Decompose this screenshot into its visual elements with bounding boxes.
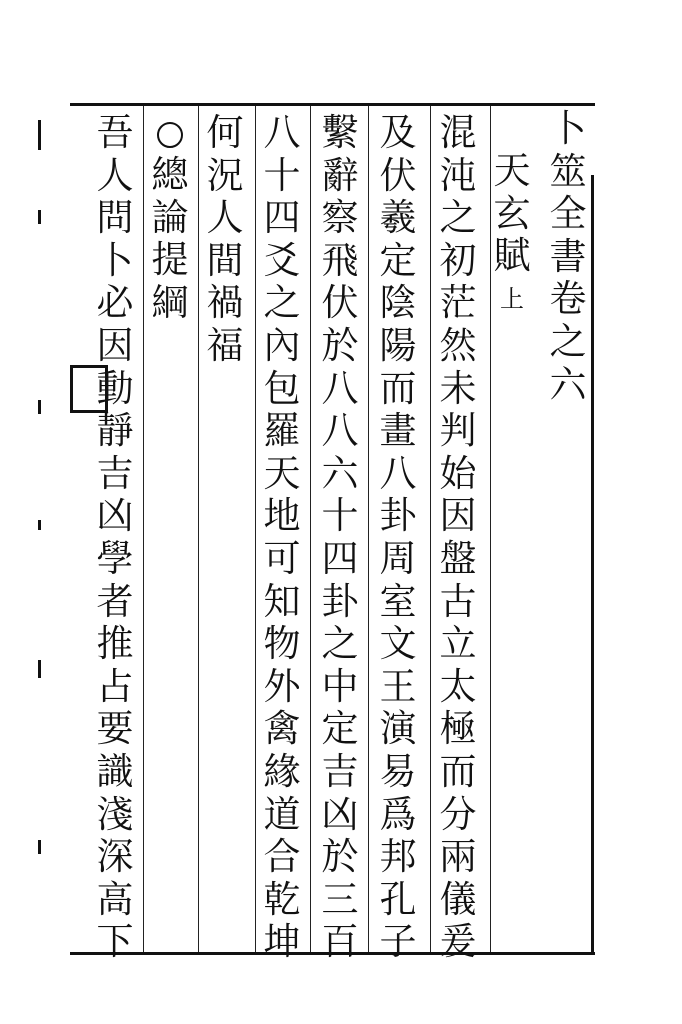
- text-character: 之: [439, 196, 477, 240]
- text-character: 道: [263, 792, 301, 836]
- text-character: 總: [151, 153, 189, 196]
- text-character: 六: [549, 362, 587, 406]
- text-character: 判: [439, 409, 477, 453]
- text-character: 之: [321, 622, 359, 666]
- circle-marker-icon: [157, 122, 183, 148]
- text-column-5: [205, 112, 245, 368]
- section-title-column: [492, 150, 532, 320]
- text-character: 者: [96, 579, 134, 623]
- text-column-2: [378, 112, 418, 964]
- text-character: 古: [439, 579, 477, 623]
- heading-column: [150, 112, 190, 324]
- text-character: 室: [379, 579, 417, 623]
- text-character: 中: [321, 664, 359, 708]
- text-character: 繫: [321, 111, 359, 154]
- text-character: 未: [439, 366, 477, 410]
- text-character: 沌: [439, 153, 477, 197]
- column-rule: [143, 106, 144, 952]
- text-character: 況: [206, 153, 244, 197]
- volume-title-column: [548, 108, 588, 406]
- text-character: 吾: [96, 111, 134, 154]
- text-character: 陽: [379, 323, 417, 367]
- text-character: 邦: [379, 835, 417, 879]
- text-character: 賦: [493, 234, 531, 278]
- text-character: 卦: [321, 579, 359, 623]
- text-character: 六: [321, 451, 359, 495]
- text-character: 淺: [96, 792, 134, 836]
- text-character: 內: [263, 323, 301, 367]
- facing-page-edge: [0, 100, 62, 960]
- text-character: 儀: [439, 877, 477, 921]
- text-character: 外: [263, 664, 301, 708]
- text-character: 禍: [206, 281, 244, 325]
- text-character: 初: [439, 238, 477, 282]
- text-character: 天: [263, 451, 301, 495]
- text-character: 定: [321, 707, 359, 751]
- text-character: 綱: [151, 280, 189, 324]
- text-character: 推: [96, 622, 134, 666]
- text-character: 察: [321, 196, 359, 240]
- text-character: 之: [549, 319, 587, 363]
- text-character: 上: [500, 284, 524, 313]
- text-character: 爲: [379, 792, 417, 836]
- text-character: 周: [379, 536, 417, 580]
- text-character: 要: [96, 707, 134, 751]
- text-character: 陰: [379, 281, 417, 325]
- text-character: 乾: [263, 877, 301, 921]
- text-character: 定: [379, 238, 417, 282]
- text-column-6: [95, 112, 135, 964]
- text-character: 占: [96, 664, 134, 708]
- text-character: 伏: [321, 281, 359, 325]
- text-character: 深: [96, 835, 134, 879]
- text-character: 吉: [96, 451, 134, 495]
- text-column-3: [320, 112, 360, 964]
- text-character: 論: [151, 195, 189, 239]
- text-character: 王: [379, 664, 417, 708]
- text-character: 禽: [263, 707, 301, 751]
- column-rule: [430, 106, 431, 952]
- text-character: 卦: [379, 494, 417, 538]
- text-character: 提: [151, 238, 189, 282]
- column-rule: [198, 106, 199, 952]
- text-character: 百: [321, 920, 359, 964]
- text-character: 分: [439, 792, 477, 836]
- text-character: 包: [263, 366, 301, 410]
- text-character: 何: [206, 111, 244, 154]
- text-character: 人: [96, 153, 134, 197]
- text-character: 卜: [96, 238, 134, 282]
- text-character: 茫: [439, 281, 477, 325]
- text-character: 間: [206, 238, 244, 282]
- text-character: 全: [549, 192, 587, 236]
- text-character: 三: [321, 877, 359, 921]
- text-character: 學: [96, 536, 134, 580]
- text-character: 筮: [549, 149, 587, 193]
- text-character: 易: [379, 749, 417, 793]
- text-character: 孔: [379, 877, 417, 921]
- text-character: 演: [379, 707, 417, 751]
- text-character: 立: [439, 622, 477, 666]
- text-character: 凶: [321, 792, 359, 836]
- text-character: 福: [206, 323, 244, 367]
- text-character: 四: [321, 536, 359, 580]
- text-character: 動: [96, 366, 134, 410]
- text-character: 畫: [379, 409, 417, 453]
- text-character: 天: [493, 149, 531, 192]
- text-character: 合: [263, 835, 301, 879]
- text-character: 四: [263, 196, 301, 240]
- text-character: 八: [379, 451, 417, 495]
- text-character: 太: [439, 664, 477, 708]
- text-character: 兩: [439, 835, 477, 879]
- text-character: 飛: [321, 238, 359, 282]
- text-character: 吉: [321, 749, 359, 793]
- text-character: 可: [263, 536, 301, 580]
- text-character: 羅: [263, 409, 301, 453]
- text-character: 之: [263, 281, 301, 325]
- text-character: 子: [379, 920, 417, 964]
- text-character: 始: [439, 451, 477, 495]
- text-character: 八: [263, 111, 301, 154]
- text-character: 人: [206, 196, 244, 240]
- text-character: 爰: [439, 920, 477, 964]
- text-character: 因: [439, 494, 477, 538]
- column-rule: [368, 106, 369, 952]
- text-character: 十: [263, 153, 301, 197]
- text-character: 物: [263, 622, 301, 666]
- text-character: 書: [549, 234, 587, 278]
- text-character: 高: [96, 877, 134, 921]
- text-character: 而: [439, 749, 477, 793]
- text-character: 卷: [549, 277, 587, 321]
- text-character: 問: [96, 196, 134, 240]
- text-character: 於: [321, 835, 359, 879]
- text-character: 八: [321, 409, 359, 453]
- text-character: 而: [379, 366, 417, 410]
- text-character: 卜: [549, 107, 587, 150]
- column-rule: [310, 106, 311, 952]
- column-rule: [490, 106, 491, 952]
- text-character: 爻: [263, 238, 301, 282]
- text-character: 混: [439, 111, 477, 154]
- frame-right-border: [591, 175, 594, 955]
- text-character: 必: [96, 281, 134, 325]
- text-character: 地: [263, 494, 301, 538]
- text-character: 文: [379, 622, 417, 666]
- text-character: 知: [263, 579, 301, 623]
- text-character: 因: [96, 323, 134, 367]
- text-character: 然: [439, 323, 477, 367]
- text-character: 凶: [96, 494, 134, 538]
- text-character: 羲: [379, 196, 417, 240]
- text-character: 玄: [493, 191, 531, 235]
- text-character: 及: [379, 111, 417, 154]
- text-character: 下: [96, 920, 134, 964]
- text-character: 十: [321, 494, 359, 538]
- text-character: 識: [96, 749, 134, 793]
- text-column-1: [438, 112, 478, 964]
- text-character: 辭: [321, 153, 359, 197]
- text-character: 盤: [439, 536, 477, 580]
- text-column-4: [262, 112, 302, 964]
- text-character: 八: [321, 366, 359, 410]
- text-character: 靜: [96, 409, 134, 453]
- text-character: 伏: [379, 153, 417, 197]
- text-character: 於: [321, 323, 359, 367]
- column-rule: [255, 106, 256, 952]
- frame-top-border: [70, 103, 595, 106]
- text-character: 緣: [263, 749, 301, 793]
- text-character: 極: [439, 707, 477, 751]
- text-character: 坤: [263, 920, 301, 964]
